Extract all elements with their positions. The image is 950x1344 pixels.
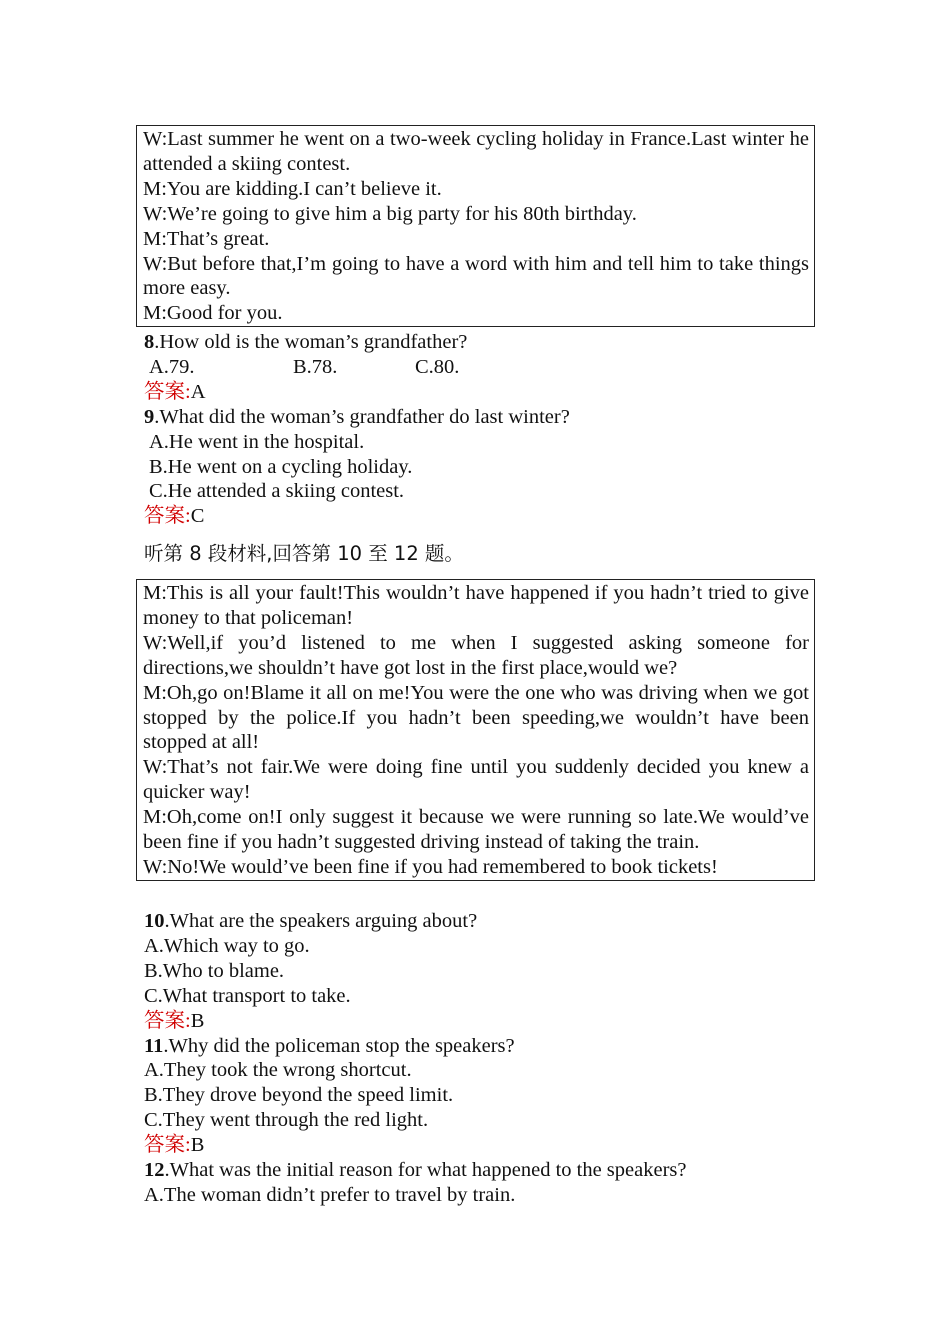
dialogue-box-1: [136, 125, 815, 327]
answer-label: 答案:: [144, 1134, 191, 1157]
question-text: .What are the speakers arguing about?: [164, 910, 478, 932]
answer-11: [144, 1133, 814, 1158]
dialogue-line: W:Well,if you’d listened to me when I suggested asking someone for directions,we shouldn’t have got lost in the first place,would we?: [143, 631, 809, 679]
answer-8: [144, 380, 814, 405]
answer-value: A: [190, 380, 206, 403]
option-c: C.80.: [415, 355, 460, 378]
option-a: A.The woman didn’t prefer to travel by train.: [144, 1183, 516, 1206]
option-c: C.What transport to take.: [144, 984, 351, 1007]
option-a: A.Which way to go.: [144, 934, 310, 957]
option-b: B.Who to blame.: [144, 959, 285, 982]
option-a: A.They took the wrong shortcut.: [144, 1059, 412, 1082]
option-b: B.78.: [293, 355, 338, 378]
question-12: [144, 1158, 814, 1183]
questions-8-9: [144, 330, 814, 529]
question-8: [144, 330, 814, 355]
question-text: .What was the initial reason for what happened to the speakers?: [164, 1159, 687, 1182]
answer-value: B: [190, 1009, 205, 1032]
dialogue-line: W:But before that,I’m going to have a word with him and tell him to take things more easy.: [143, 252, 809, 300]
answer-value: C: [190, 505, 205, 528]
question-11: [144, 1034, 814, 1059]
option-a: A.79.: [149, 355, 195, 378]
question-number: 9: [144, 405, 155, 428]
question-number: 12: [144, 1159, 165, 1182]
dialogue-line: M:That’s great.: [143, 227, 270, 250]
dialogue-box-2: [136, 579, 815, 881]
answer-10: [144, 1009, 814, 1034]
answer-9: [144, 504, 814, 529]
question-text: .How old is the woman’s grandfather?: [154, 331, 468, 353]
answer-label: 答案:: [144, 505, 191, 528]
question-8-options: [144, 355, 814, 380]
question-10: [144, 909, 814, 934]
dialogue-line: W:Last summer he went on a two-week cycling holiday in France.Last winter he attended a skiing contest.: [143, 128, 809, 175]
dialogue-line: M:You are kidding.I can’t believe it.: [143, 177, 442, 200]
questions-10-12: [144, 909, 814, 1208]
question-number: 10: [144, 910, 165, 932]
answer-label: 答案:: [144, 1009, 191, 1032]
section-heading: 听第 8 段材料,回答第 10 至 12 题。: [144, 542, 464, 565]
option-b: B.He went on a cycling holiday.: [149, 455, 413, 478]
dialogue-line: W:We’re going to give him a big party for his 80th birthday.: [143, 202, 637, 225]
dialogue-line: M:This is all your fault!This wouldn’t have happened if you hadn’t tried to give money to that policeman!: [143, 582, 809, 629]
question-text: .What did the woman’s grandfather do last winter?: [154, 405, 570, 428]
option-c: C.He attended a skiing contest.: [149, 480, 405, 503]
answer-label: 答案:: [144, 380, 191, 403]
dialogue-line: M:Good for you.: [143, 302, 283, 325]
option-a: A.He went in the hospital.: [149, 430, 365, 453]
option-c: C.They went through the red light.: [144, 1109, 429, 1132]
question-number: 8: [144, 331, 155, 353]
question-9: [144, 405, 814, 430]
answer-value: B: [190, 1134, 205, 1157]
option-b: B.They drove beyond the speed limit.: [144, 1084, 454, 1107]
dialogue-line: M:Oh,go on!Blame it all on me!You were the one who was driving when we got stopped by the police.If you hadn’t been speeding,we wouldn’t have been stopped at all!: [143, 681, 809, 754]
question-number: 11: [144, 1034, 164, 1057]
question-text: .Why did the policeman stop the speakers?: [163, 1034, 515, 1057]
dialogue-line: W:That’s not fair.We were doing fine until you suddenly decided you knew a quicker way!: [143, 756, 809, 804]
dialogue-line: M:Oh,come on!I only suggest it because we were running so late.We would’ve been fine if you hadn’t suggested driving instead of taking the train.: [143, 806, 809, 854]
dialogue-line: W:No!We would’ve been fine if you had remembered to book tickets!: [143, 855, 718, 878]
